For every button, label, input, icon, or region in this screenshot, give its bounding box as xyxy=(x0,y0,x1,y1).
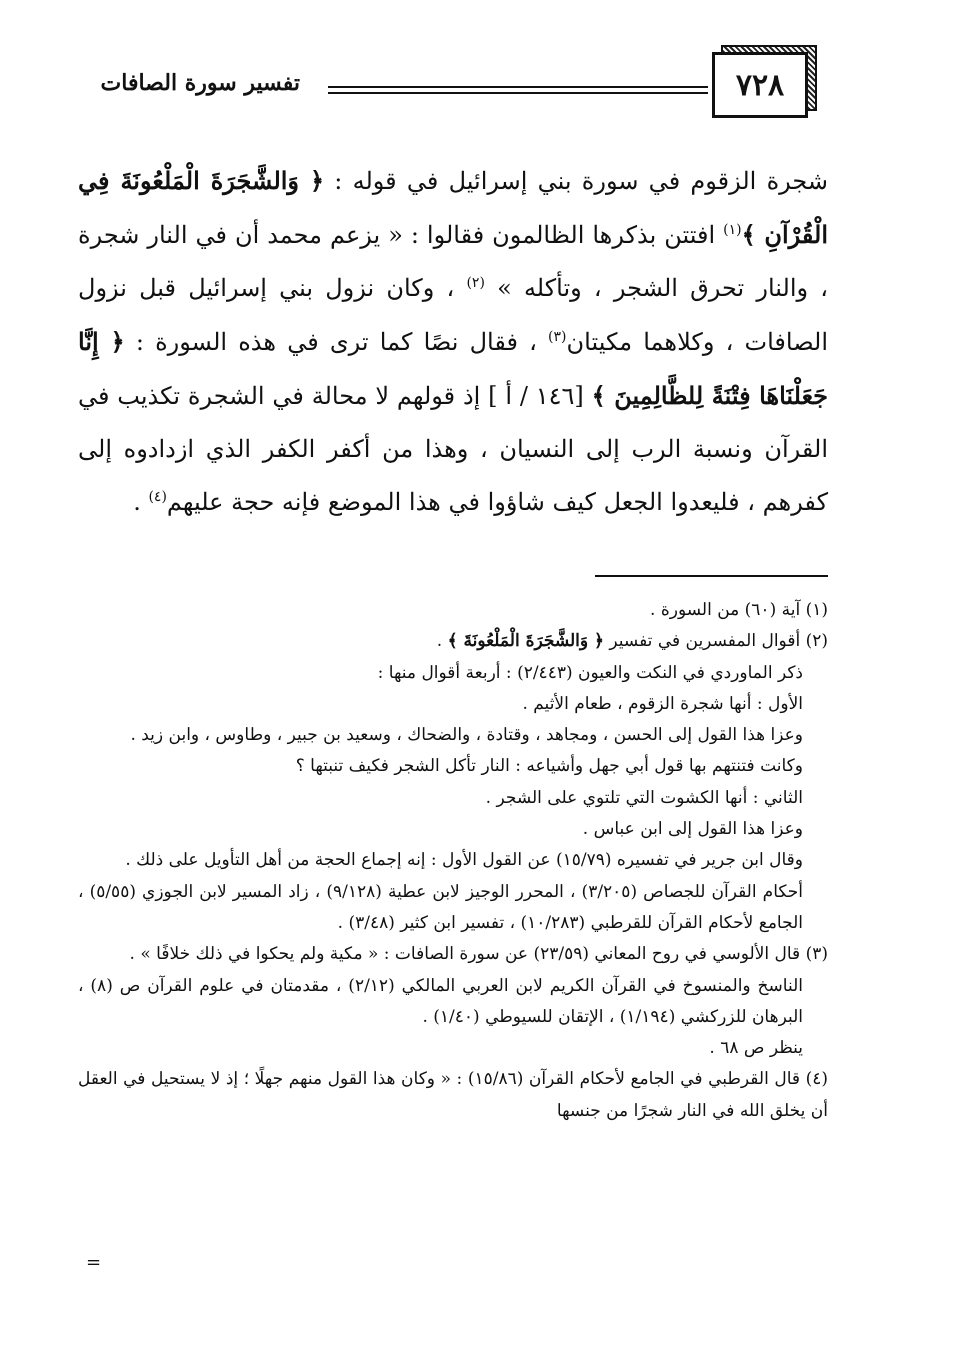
footnote-2-line: وكانت فتنتهم بها قول أبي جهل وأشياعه : النار تأكل الشجر فكيف تنبتها ؟ xyxy=(295,756,803,777)
quran-verse: ﴿ وَالشَّجَرَةَ الْمَلْعُونَةَ ﴾ xyxy=(447,631,604,652)
header-rule-top xyxy=(328,86,708,88)
footnote-1: (١) آية (٦٠) من السورة . xyxy=(650,600,828,620)
footnote-2 xyxy=(78,626,828,657)
text-segment: شجرة الزقوم في سورة بني إسرائيل في قوله : xyxy=(324,167,828,195)
text-segment: . xyxy=(436,631,448,652)
text-segment: افتتن بذكرها الظالمون فقالوا : « يزعم محمد أن في النار شجرة ، والنار تحرق الشجر ، وتأكله » xyxy=(78,221,828,302)
footnote-2-line: وعزا هذا القول إلى الحسن ، ومجاهد ، وقتادة ، والضحاك ، وسعيد بن جبير ، وطاوس ، وابن زيد . xyxy=(130,725,803,746)
footnote-ref: (١) xyxy=(723,222,742,238)
footnote-3: (٣) قال الألوسي في روح المعاني (٢٣/٥٩) عن سورة الصافات : « مكية ولم يحكوا في ذلك خلافًا » . xyxy=(129,944,828,965)
footnote-2-line: الأول : أنها شجرة الزقوم ، طعام الأثيم . xyxy=(522,693,803,714)
footnote-separator xyxy=(595,575,828,577)
footnote-ref: (٤) xyxy=(148,489,167,505)
footnote-2-line: الثاني : أنها الكشوت التي تلتوي على الشجر . xyxy=(485,787,803,808)
main-text xyxy=(78,154,828,529)
text-segment: . xyxy=(133,488,149,516)
quran-verse: ﴿ إِنَّا جَعَلْنَاهَا فِتْنَةً لِلظَّالِمِينَ ﴾ xyxy=(78,327,828,410)
continuation-mark: = xyxy=(86,1252,102,1273)
header-rule-bottom xyxy=(328,92,708,94)
footnote-3-line: ينظر ص ٦٨ . xyxy=(709,1038,803,1059)
footnote-ref: (٣) xyxy=(548,329,567,345)
page-number: ٧٢٨ xyxy=(712,52,808,118)
quran-verse: ﴿ وَالشَّجَرَةَ الْمَلْعُونَةَ فِي الْقُرْآنِ ﴾ xyxy=(78,166,828,249)
running-title: تفسير سورة الصافات xyxy=(100,70,300,96)
footnote-ref: (٢) xyxy=(466,275,485,291)
footnote-2-line: وعزا هذا القول إلى ابن عباس . xyxy=(582,819,803,840)
text-segment: ، وكان نزول بني إسرائيل قبل نزول الصافات ، وكلاهما مكيتان xyxy=(78,274,829,356)
text-segment: ، فقال نصًا كما ترى في هذه السورة : xyxy=(124,328,549,356)
page-header xyxy=(0,0,953,130)
footnotes xyxy=(78,595,828,1127)
footnote-2-line: أحكام القرآن للجصاص (٣/٢٠٥) ، المحرر الوجيز لابن عطية (٩/١٢٨) ، زاد المسير لابن الجوزي (٥/٥٥) ، الجامع لأحكام القرآن للقرطبي (١٠/٢٨٣) ، تفسير ابن كثير (٣/٤٨) . xyxy=(78,881,803,933)
footnote-2-line: وقال ابن جرير في تفسيره (١٥/٧٩) عن القول الأول : إنه إجماع الحجة من أهل التأويل على ذلك . xyxy=(125,850,803,871)
main-paragraph xyxy=(78,154,828,529)
footnote-3-line: الناسخ والمنسوخ في القرآن الكريم لابن العربي المالكي (٢/١٢) ، مقدمتان في علوم القرآن ص (٨) ، البرهان للزركشي (١/١٩٤) ، الإتقان للسيوطي (١/٤٠) . xyxy=(78,975,803,1027)
footnote-2-line: ذكر الماوردي في النكت والعيون (٢/٤٤٣) : أربعة أقوال منها : xyxy=(377,662,803,683)
text-segment: (٢) أقوال المفسرين في تفسير xyxy=(604,631,828,652)
text-segment: [١٤٦ / أ ] إذ قولهم لا محالة في الشجرة تكذيب في القرآن ونسبة الرب إلى النسيان ، وهذا من أكفر الكفر الذي ازدادوه إلى كفرهم ، فليعدوا الجعل كيف شاؤوا في هذا الموضع فإنه حجة عليهم xyxy=(78,382,828,516)
footnote-4: (٤) قال القرطبي في الجامع لأحكام القرآن (١٥/٨٦) : « وكان هذا القول منهم جهلًا ؛ إذ لا يستحيل في العقل أن يخلق الله في النار شجرًا من جنسها xyxy=(78,1069,828,1121)
